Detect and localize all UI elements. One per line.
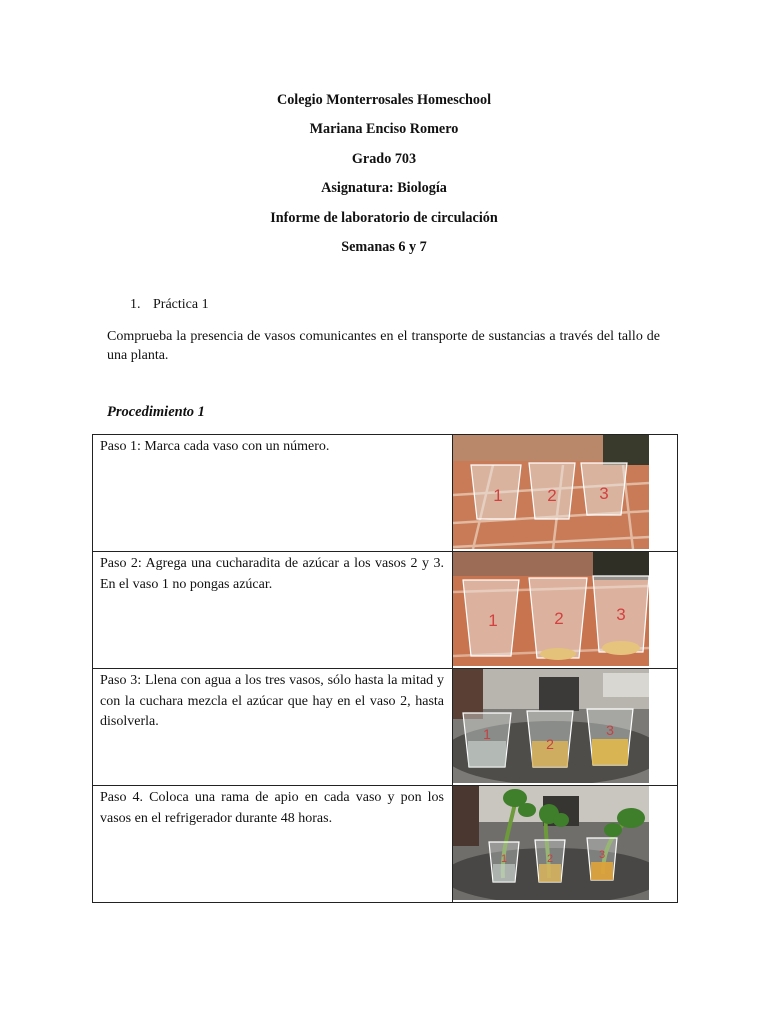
cup-number-label: 3 bbox=[616, 605, 626, 624]
photo-cups-with-sugar bbox=[453, 552, 649, 666]
step-text: Paso 2: Agrega una cucharadita de azúcar a los vasos 2 y 3. En el vaso 1 no pongas azúcar. bbox=[93, 552, 453, 669]
weeks: Semanas 6 y 7 bbox=[341, 238, 427, 255]
intro-paragraph: Comprueba la presencia de vasos comunicantes en el transporte de sustancias a través del tallo de una planta. bbox=[107, 329, 660, 363]
table-row bbox=[93, 435, 678, 552]
cup-number-label: 2 bbox=[546, 853, 554, 865]
practice-title: Práctica 1 bbox=[153, 297, 209, 312]
cup-number-label: 1 bbox=[488, 611, 498, 630]
photo-cups-with-celery bbox=[453, 786, 649, 900]
procedure-title: Procedimiento 1 bbox=[107, 404, 205, 420]
photo-cups-with-water bbox=[453, 669, 649, 783]
cup-number-label: 2 bbox=[546, 736, 554, 752]
step-photo-cell bbox=[453, 669, 678, 786]
practice-heading bbox=[130, 297, 209, 313]
cup-number-label: 2 bbox=[554, 609, 564, 628]
student-name: Mariana Enciso Romero bbox=[309, 121, 459, 138]
step-photo-cell bbox=[453, 435, 678, 552]
school-name: Colegio Monterrosales Homeschool bbox=[276, 92, 492, 108]
table-row bbox=[93, 552, 678, 669]
document-header bbox=[0, 89, 768, 265]
practice-number: 1. bbox=[130, 297, 141, 312]
grade: Grado 703 bbox=[351, 150, 417, 167]
cup-number-label: 1 bbox=[483, 726, 491, 742]
table-row bbox=[93, 669, 678, 786]
step-text: Paso 4. Coloca una rama de apio en cada vaso y pon los vasos en el refrigerador durante 48 horas. bbox=[93, 786, 453, 903]
cup-number-label: 1 bbox=[493, 486, 503, 505]
step-photo-cell bbox=[453, 552, 678, 669]
cup-number-label: 2 bbox=[547, 486, 557, 505]
cup-number-label: 1 bbox=[500, 853, 508, 865]
cup-number-label: 3 bbox=[599, 484, 609, 503]
photo-empty-cups bbox=[453, 435, 649, 549]
subject: Asignatura: Biología bbox=[321, 180, 447, 197]
step-text: Paso 3: Llena con agua a los tres vasos, sólo hasta la mitad y con la cuchara mezcla el azúcar que hay en el vaso 2, hasta disolverla. bbox=[93, 669, 453, 786]
report-title: Informe de laboratorio de circulación bbox=[270, 209, 498, 226]
step-text: Paso 1: Marca cada vaso con un número. bbox=[93, 435, 453, 552]
table-row bbox=[93, 786, 678, 903]
procedure-table bbox=[92, 434, 678, 903]
step-photo-cell bbox=[453, 786, 678, 903]
cup-number-label: 3 bbox=[598, 849, 606, 861]
cup-number-label: 3 bbox=[606, 722, 614, 738]
